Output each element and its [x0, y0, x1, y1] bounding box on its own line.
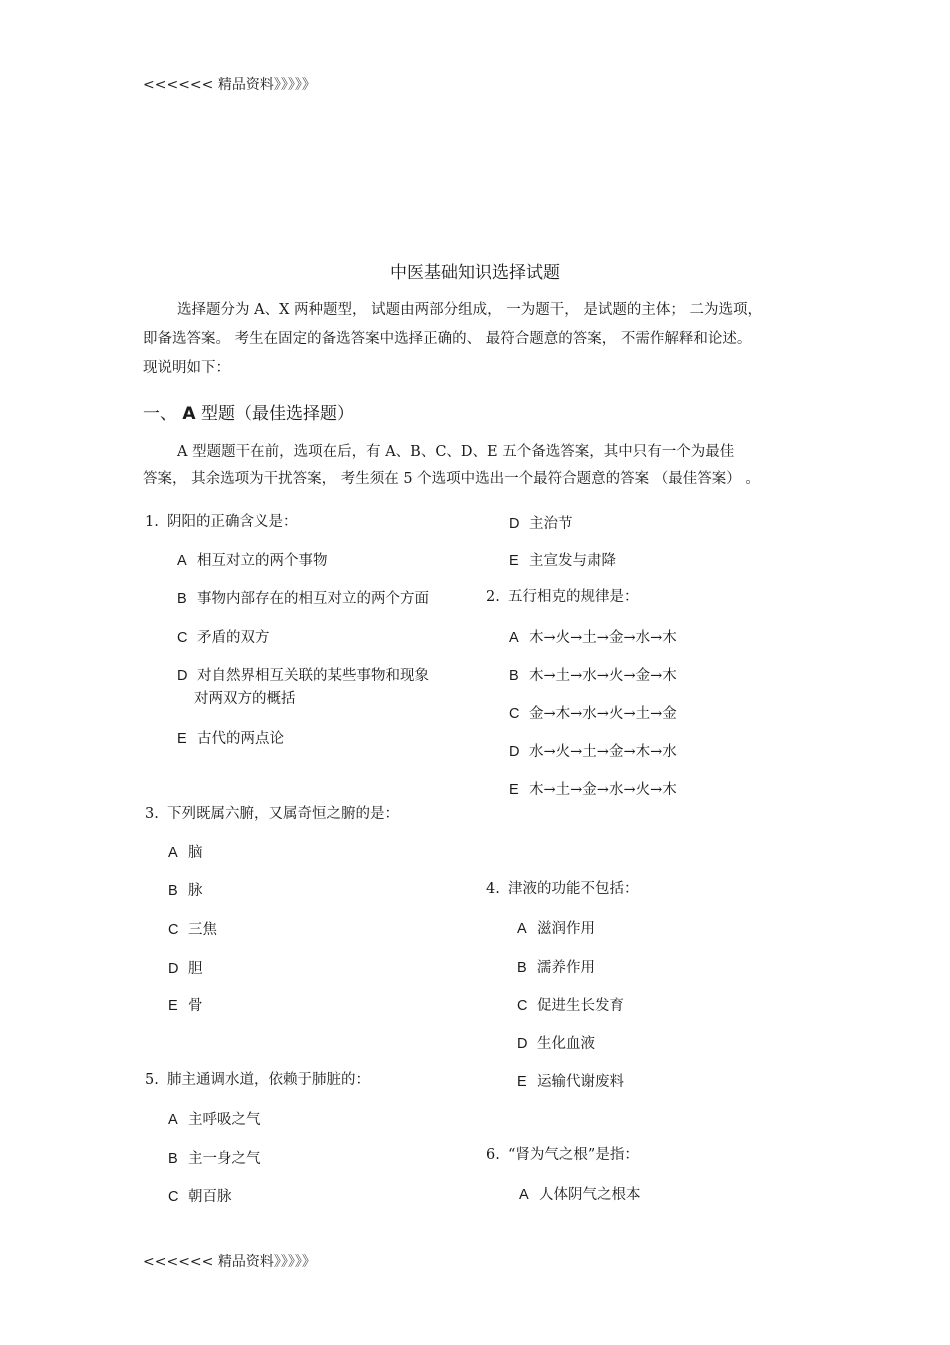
- question-3-option-c: [168, 918, 217, 939]
- question-5-option-c: [168, 1185, 232, 1206]
- question-2-option-a: [509, 626, 677, 647]
- option-text: 矛盾的双方: [197, 630, 270, 646]
- question-5-option-b: [168, 1147, 261, 1168]
- section-prefix: 一、: [143, 404, 177, 424]
- option-letter: A: [168, 845, 178, 861]
- question-stem: 五行相克的规律是：: [508, 589, 639, 605]
- intro-line-3: 现说明如下：: [143, 360, 230, 376]
- option-letter: C: [517, 998, 528, 1014]
- option-letter: E: [177, 731, 187, 747]
- section-rest: 型题（最佳选择题）: [200, 404, 354, 424]
- option-letter: B: [177, 591, 187, 607]
- option-text: 事物内部存在的相互对立的两个方面: [197, 591, 429, 607]
- option-letter: D: [509, 744, 520, 760]
- option-text: 三焦: [188, 922, 217, 938]
- question-1-option-d: [177, 664, 429, 685]
- option-letter: B: [517, 960, 527, 976]
- option-text: 脉: [188, 883, 203, 899]
- option-letter: A: [509, 630, 519, 646]
- option-text: 木→火→土→金→水→木: [529, 630, 677, 646]
- intro-line-1: 选择题分为 A、X 两种题型， 试题由两部分组成， 一为题干， 是试题的主体； 二为选项，: [177, 302, 762, 318]
- question-2-option-d: [509, 740, 677, 761]
- question-1-option-e: [177, 727, 284, 748]
- intro-line-2: 即备选答案。 考生在固定的备选答案中选择正确的、 最符合题意的答案， 不需作解释和论述。: [143, 331, 752, 347]
- question-3-option-e: [168, 994, 203, 1015]
- page-footer: <<<<<< 精品资料》》》》》: [143, 1254, 316, 1270]
- option-text: 主一身之气: [188, 1151, 261, 1167]
- question-1-option-c: [177, 626, 270, 647]
- question-2-option-c: [509, 702, 677, 723]
- question-number: 1.: [145, 514, 159, 530]
- option-letter: D: [517, 1036, 528, 1052]
- option-letter: B: [509, 668, 519, 684]
- question-2-stem: [486, 585, 639, 606]
- question-5-option-e: [509, 549, 616, 570]
- option-text: 朝百脉: [188, 1189, 232, 1205]
- question-1-option-a: [177, 549, 328, 570]
- question-4-option-a: [517, 917, 595, 938]
- option-letter: B: [168, 883, 178, 899]
- question-number: 3.: [145, 806, 159, 822]
- option-text: 脑: [188, 845, 203, 861]
- question-stem: 肺主通调水道，依赖于肺脏的：: [167, 1072, 370, 1088]
- question-stem: 津液的功能不包括：: [508, 881, 639, 897]
- option-text: 促进生长发育: [537, 998, 624, 1014]
- section-heading: [143, 399, 354, 424]
- option-text: 生化血液: [537, 1036, 595, 1052]
- question-3-stem: [145, 802, 399, 823]
- question-5-option-a: [168, 1108, 261, 1129]
- question-6-stem: [486, 1143, 639, 1164]
- option-text: 水→火→土→金→木→水: [529, 744, 677, 760]
- option-text: 运输代谢废料: [537, 1074, 624, 1090]
- option-text: 骨: [188, 998, 203, 1014]
- question-1-option-d-continued: 对两双方的概括: [194, 691, 296, 707]
- option-text: 滋润作用: [537, 921, 595, 937]
- option-text: 濡养作用: [537, 960, 595, 976]
- question-2-option-e: [509, 778, 677, 799]
- question-3-option-a: [168, 841, 203, 862]
- option-letter: A: [177, 553, 187, 569]
- option-text: 主治节: [529, 516, 573, 532]
- option-text: 对自然界相互关联的某些事物和现象: [197, 668, 429, 684]
- question-4-option-b: [517, 956, 595, 977]
- question-3-option-d: [168, 957, 203, 978]
- section-desc-line-1: A 型题题干在前，选项在后，有 A、B、C、D、E 五个备选答案，其中只有一个为最佳: [177, 444, 735, 460]
- option-letter: D: [168, 961, 179, 977]
- option-letter: C: [177, 630, 188, 646]
- option-letter: E: [509, 553, 519, 569]
- option-text: 胆: [188, 961, 203, 977]
- option-letter: A: [168, 1112, 178, 1128]
- option-text: 金→木→水→火→土→金: [529, 706, 677, 722]
- question-2-option-b: [509, 664, 677, 685]
- option-text: 相互对立的两个事物: [197, 553, 328, 569]
- question-1-option-b: [177, 587, 429, 608]
- option-text: 人体阴气之根本: [539, 1187, 641, 1203]
- question-4-option-c: [517, 994, 624, 1015]
- question-number: 4.: [486, 881, 500, 897]
- option-letter: D: [177, 668, 188, 684]
- question-3-option-b: [168, 879, 203, 900]
- question-4-option-d: [517, 1032, 595, 1053]
- question-5-stem: [145, 1068, 370, 1089]
- option-letter: E: [509, 782, 519, 798]
- question-1-stem: [145, 510, 298, 531]
- option-text: 主呼吸之气: [188, 1112, 261, 1128]
- option-text: 木→土→金→水→火→木: [529, 782, 677, 798]
- option-letter: C: [509, 706, 520, 722]
- option-letter: C: [168, 1189, 179, 1205]
- question-4-stem: [486, 877, 639, 898]
- option-text: 古代的两点论: [197, 731, 284, 747]
- option-letter: E: [168, 998, 178, 1014]
- section-desc-line-2: 答案， 其余选项为干扰答案， 考生须在 5 个选项中选出一个最符合题意的答案 （最佳答案） 。: [143, 471, 760, 487]
- question-5-option-d: [509, 512, 573, 533]
- option-text: 主宣发与肃降: [529, 553, 616, 569]
- option-letter: A: [519, 1187, 529, 1203]
- section-bold-letter: A: [182, 404, 196, 424]
- option-letter: C: [168, 922, 179, 938]
- question-6-option-a: [519, 1183, 641, 1204]
- option-letter: D: [509, 516, 520, 532]
- question-stem: 下列既属六腑，又属奇恒之腑的是：: [167, 806, 399, 822]
- question-stem: “肾为气之根”是指：: [508, 1147, 639, 1163]
- option-letter: A: [517, 921, 527, 937]
- question-number: 6.: [486, 1147, 500, 1163]
- question-stem: 阴阳的正确含义是：: [167, 514, 298, 530]
- option-letter: E: [517, 1074, 527, 1090]
- document-title: 中医基础知识选择试题: [390, 263, 560, 283]
- option-letter: B: [168, 1151, 178, 1167]
- question-number: 5.: [145, 1072, 159, 1088]
- question-4-option-e: [517, 1070, 624, 1091]
- question-number: 2.: [486, 589, 500, 605]
- option-text: 木→土→水→火→金→木: [529, 668, 677, 684]
- page-header: <<<<<< 精品资料》》》》》: [143, 77, 316, 93]
